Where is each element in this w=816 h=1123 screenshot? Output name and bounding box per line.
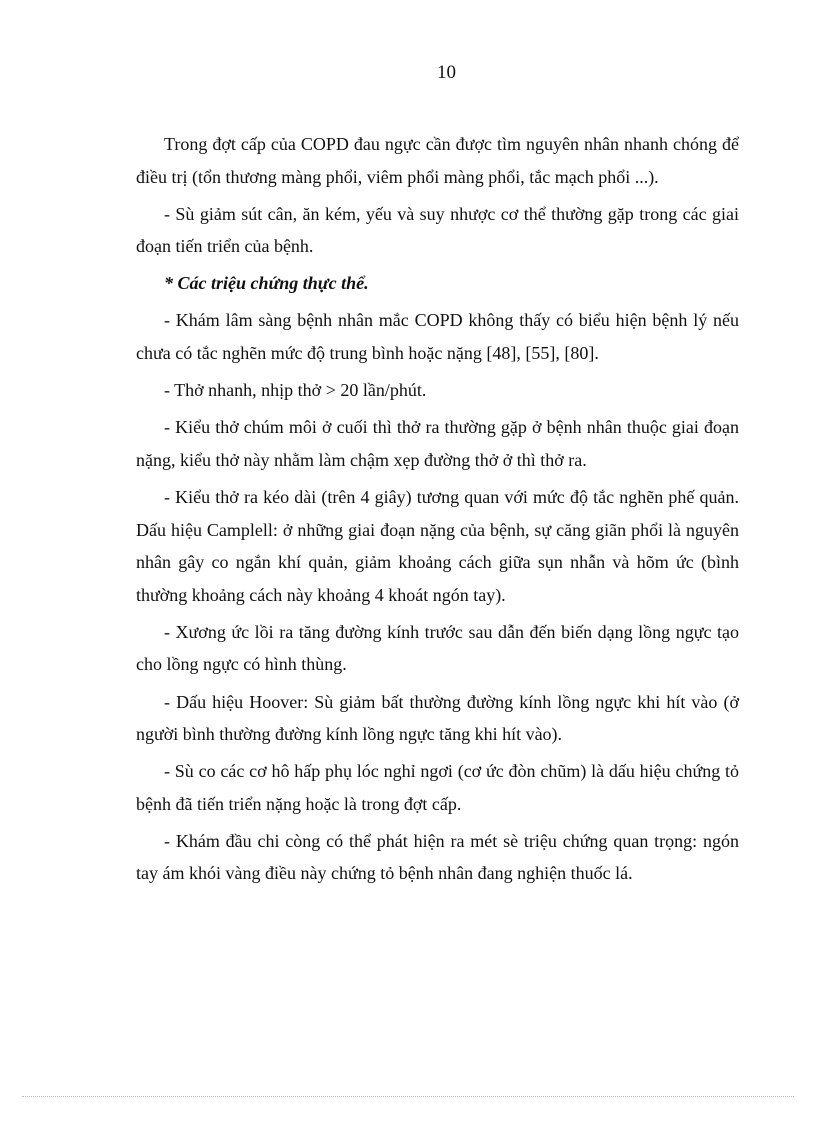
paragraph-accessory-muscles: - Sù co các cơ hô hấp phụ lóc nghỉ ngơi (cơ ức đòn chũm) là dấu hiệu chứng tỏ bệnh đã tiến triển nặng hoặc là trong đợt cấp. — [136, 761, 739, 814]
paragraph-barrel-chest: - Xương ức lồi ra tăng đường kính trước sau dẫn đến biến dạng lồng ngực tạo cho lồng ngực có hình thùng. — [136, 621, 739, 675]
document-body — [136, 128, 739, 895]
paragraph-weight-loss: - Sù giảm sút cân, ăn kém, yếu và suy nhược cơ thể thường gặp trong các giai đoạn tiến triển của bệnh. — [136, 203, 739, 257]
paragraph-rapid-breathing: - Thở nhanh, nhịp thở > 20 lần/phút. — [164, 380, 427, 401]
paragraph-hoover-sign: - Dấu hiệu Hoover: Sù giảm bất thường đường kính lồng ngực khi hít vào (ở người bình thường đường kính lồng ngực tăng khi hít vào). — [136, 691, 739, 745]
page-footer-divider — [22, 1096, 794, 1097]
paragraph-extremity-exam: - Khám đầu chi còng có thể phát hiện ra mét sè triệu chứng quan trọng: ngón tay ám khói vàng điều này chứng tỏ bệnh nhân đang nghiện thuốc lá. — [136, 830, 739, 884]
paragraph-pursed-lip-breathing: - Kiểu thở chúm môi ở cuối thì thở ra thường gặp ở bệnh nhân thuộc giai đoạn nặng, kiểu thở này nhằm làm chậm xẹp đường thở ở thì thở ra. — [136, 417, 739, 470]
section-heading-physical-signs: * Các triệu chứng thực thể. — [164, 273, 369, 294]
page-number: 10 — [437, 62, 456, 83]
paragraph-copd-chest-pain: Trong đợt cấp của COPD đau ngực cần được tìm nguyên nhân nhanh chóng để điều trị (tổn thương màng phổi, viêm phổi màng phổi, tắc mạch phổi ...). — [136, 134, 739, 187]
paragraph-prolonged-expiration: - Kiểu thở ra kéo dài (trên 4 giây) tương quan với mức độ tắc nghẽn phế quản. Dấu hiệu Camplell: ở những giai đoạn nặng của bệnh, sự căng giãn phổi là nguyên nhân gây co ngắn khí quản, giảm khoảng cách giữa sụn nhẫn và hõm ức (bình thường khoảng cách này khoảng 4 khoát ngón tay). — [136, 486, 739, 605]
paragraph-clinical-exam: - Khám lâm sàng bệnh nhân mắc COPD không thấy có biểu hiện bệnh lý nếu chưa có tắc nghẽn mức độ trung bình hoặc nặng [48], [55], [80]. — [136, 310, 739, 364]
